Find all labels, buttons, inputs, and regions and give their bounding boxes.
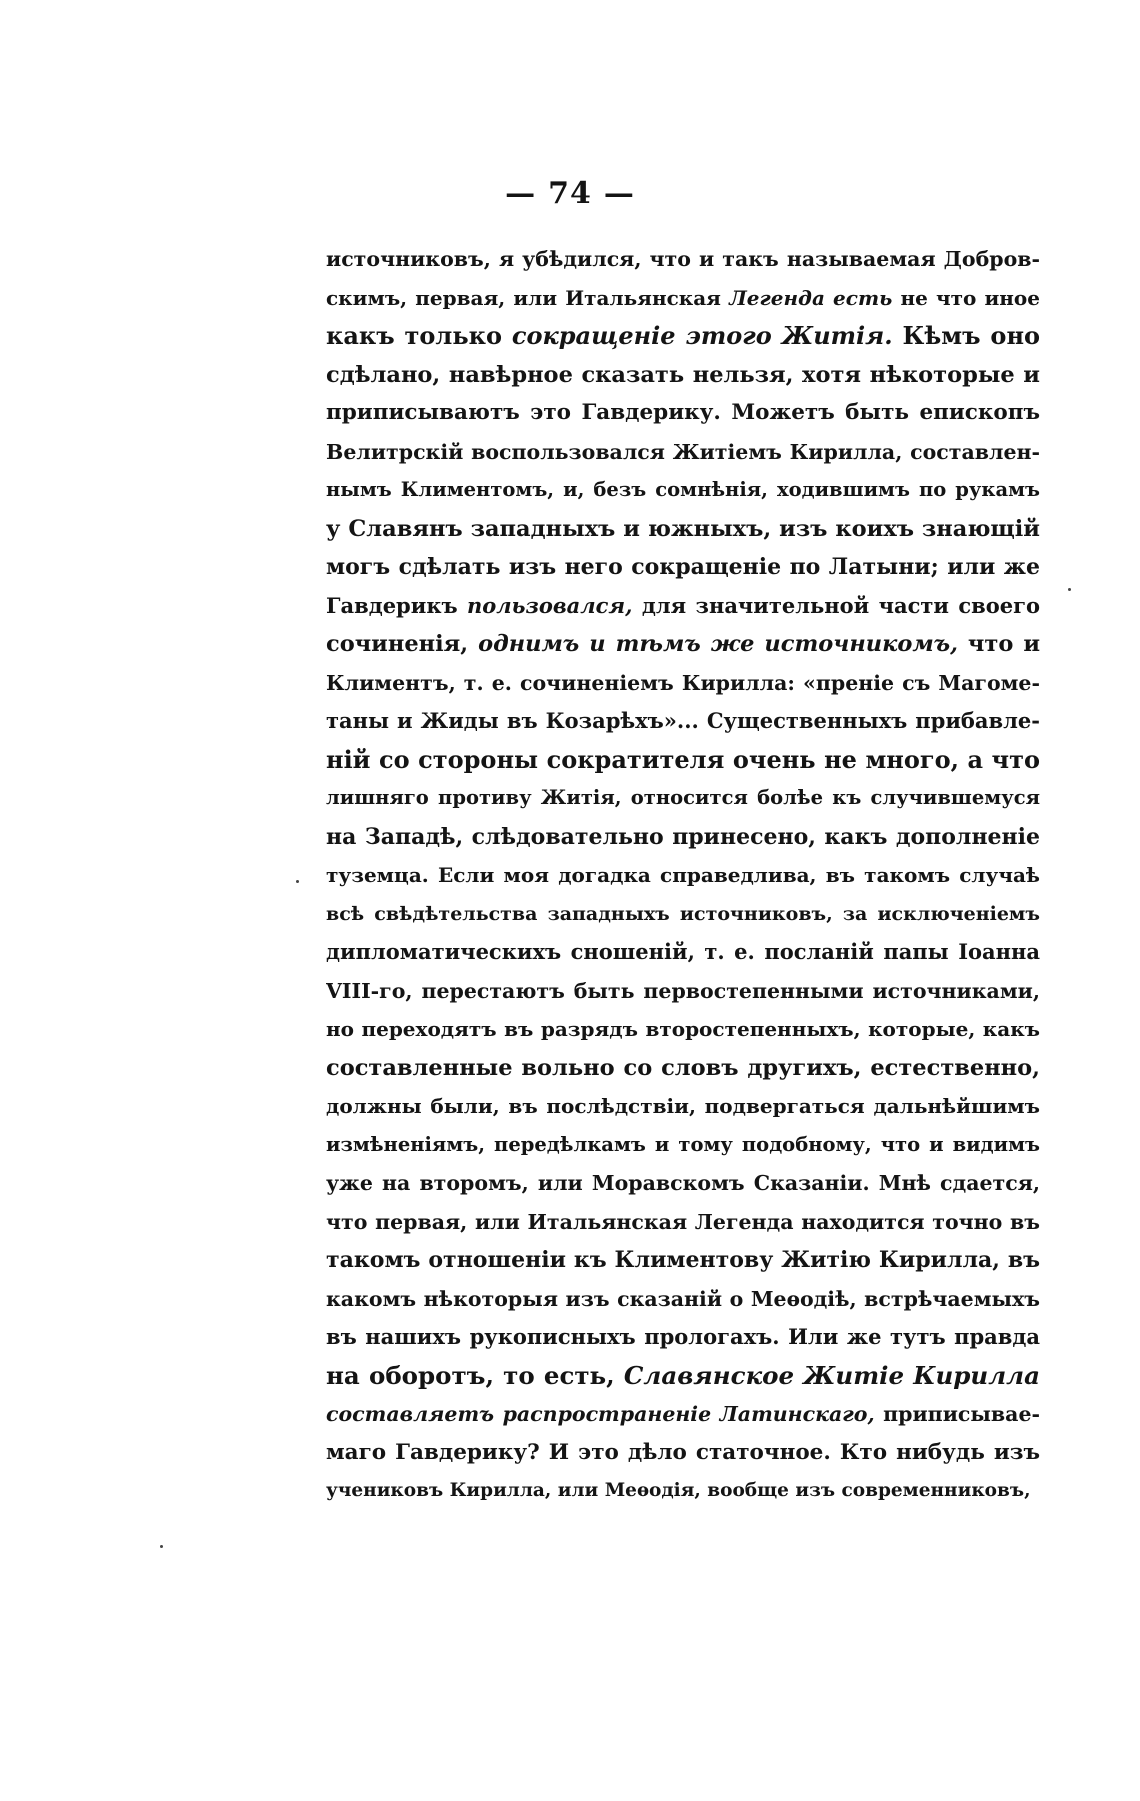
text-segment: какъ только (326, 321, 512, 350)
text-segment: какомъ нѣкоторыя изъ сказаній о Меѳодіѣ, встрѣчаемыхъ (326, 1286, 1040, 1311)
text-segment: таны и Жиды въ Козарѣхъ»... Существенныхъ прибавле- (326, 708, 1040, 733)
text-segment: у Славянъ западныхъ и южныхъ, изъ коихъ знающій (326, 515, 1040, 542)
text-segment: что первая, или Итальянская Легенда находится точно въ (326, 1209, 1040, 1234)
text-line (326, 1241, 1040, 1280)
text-segment: но переходятъ въ разрядъ второстепенныхъ, которые, какъ (326, 1017, 1040, 1041)
text-segment: лишняго противу Житія, относится болѣе къ случившемуся (326, 786, 1040, 809)
text-line (326, 1203, 1040, 1242)
text-segment: источниковъ, я убѣдился, что и такъ называемая Добров- (326, 247, 1040, 271)
text-line (326, 818, 1040, 857)
text-segment: сдѣлано, навѣрное сказать нельзя, хотя нѣкоторые и (326, 361, 1040, 388)
text-line (326, 1087, 1040, 1126)
text-segment: должны были, въ послѣдствіи, подвергаться дальнѣйшимъ (326, 1094, 1040, 1118)
text-line (326, 279, 1040, 318)
body-text (326, 240, 1040, 1511)
text-line (326, 317, 1040, 356)
text-line (326, 856, 1040, 895)
text-line (326, 510, 1040, 549)
text-line (326, 1395, 1040, 1434)
italic-segment: составляетъ распространеніе Латинскаго, (326, 1402, 875, 1426)
text-line (326, 1280, 1040, 1319)
text-line (326, 240, 1040, 279)
text-segment: дипломатическихъ сношеній, т. е. посланій папы Іоанна (326, 939, 1040, 964)
italic-segment: Славянское Житіе Кирилла (623, 1360, 1040, 1390)
text-line (326, 1126, 1040, 1165)
text-segment: приписывае- (874, 1402, 1040, 1426)
text-line (326, 1472, 1040, 1511)
text-line (326, 433, 1040, 472)
italic-segment: пользовался, (466, 592, 633, 618)
text-segment: приписываютъ это Гавдерику. Можетъ быть епископъ (326, 400, 1040, 425)
text-segment: сочиненія, (326, 631, 479, 657)
page-number-value: 74 (548, 176, 592, 211)
text-segment: въ нашихъ рукописныхъ прологахъ. Или же тутъ правда (326, 1324, 1040, 1349)
page-number (0, 176, 1140, 211)
text-line (326, 741, 1040, 780)
text-segment: на Западѣ, слѣдовательно принесено, какъ дополненіе (326, 823, 1040, 850)
scan-speck (1068, 588, 1071, 591)
text-segment: скимъ, первая, или Итальянская (326, 285, 730, 310)
text-line (326, 1164, 1040, 1203)
text-line (326, 895, 1040, 934)
text-segment: Велитрскій воспользовался Житіемъ Кирилла, составлен- (326, 439, 1040, 464)
text-segment: туземца. Если моя догадка справедлива, въ такомъ случаѣ (326, 863, 1040, 887)
text-segment: VIII-го, перестаютъ быть первостепенными источниками, (326, 978, 1040, 1003)
text-segment: на оборотъ, то есть, (326, 1360, 624, 1390)
text-line (326, 702, 1040, 741)
text-segment: что и (957, 631, 1040, 657)
text-segment: измѣненіямъ, передѣлкамъ и тому подобному, что и видимъ (326, 1132, 1040, 1156)
scan-speck (160, 1545, 163, 1548)
text-segment: для значительной части своего (632, 592, 1040, 618)
text-segment: нымъ Климентомъ, и, безъ сомнѣнія, ходившимъ по рукамъ (326, 478, 1040, 501)
text-segment: составленные вольно со словъ другихъ, естественно, (326, 1054, 1040, 1081)
text-line (326, 356, 1040, 395)
text-segment: Кѣмъ оно (892, 321, 1040, 350)
text-segment: могъ сдѣлать изъ него сокращеніе по Латыни; или же (326, 554, 1040, 580)
text-line (326, 1049, 1040, 1088)
italic-segment: однимъ и тѣмъ же источникомъ, (478, 631, 958, 657)
text-line (326, 1434, 1040, 1473)
text-line (326, 471, 1040, 510)
page-number-dash-right: — (603, 176, 635, 211)
text-line (326, 1357, 1040, 1396)
italic-segment: сокращеніе этого Житія. (511, 321, 893, 350)
text-segment: ній со стороны сократителя очень не много, а что (326, 744, 1040, 774)
scan-speck (296, 880, 299, 883)
text-segment: маго Гавдерику? И это дѣло статочное. Кто нибудь изъ (326, 1439, 1040, 1465)
text-segment: Гавдерикъ (326, 592, 467, 618)
text-line (326, 394, 1040, 433)
text-line (326, 548, 1040, 587)
text-line (326, 587, 1040, 626)
text-segment: Климентъ, т. е. сочиненіемъ Кирилла: «преніе съ Магоме- (326, 670, 1040, 695)
text-segment: уже на второмъ, или Моравскомъ Сказаніи. Мнѣ сдается, (326, 1171, 1040, 1195)
italic-segment: Легенда есть (729, 285, 893, 310)
text-line (326, 625, 1040, 664)
text-segment: не что иное (892, 285, 1040, 310)
text-segment: всѣ свѣдѣтельства западныхъ источниковъ, за исключеніемъ (326, 902, 1040, 925)
text-segment: учениковъ Кирилла, или Меѳодія, вообще изъ современниковъ, (326, 1480, 1031, 1501)
text-line (326, 933, 1040, 972)
text-segment: такомъ отношеніи къ Климентову Житію Кирилла, въ (326, 1247, 1040, 1273)
text-line (326, 779, 1040, 818)
page-number-dash-left: — (505, 176, 537, 211)
text-line (326, 972, 1040, 1011)
text-line (326, 1010, 1040, 1049)
text-line (326, 1318, 1040, 1357)
text-line (326, 664, 1040, 703)
